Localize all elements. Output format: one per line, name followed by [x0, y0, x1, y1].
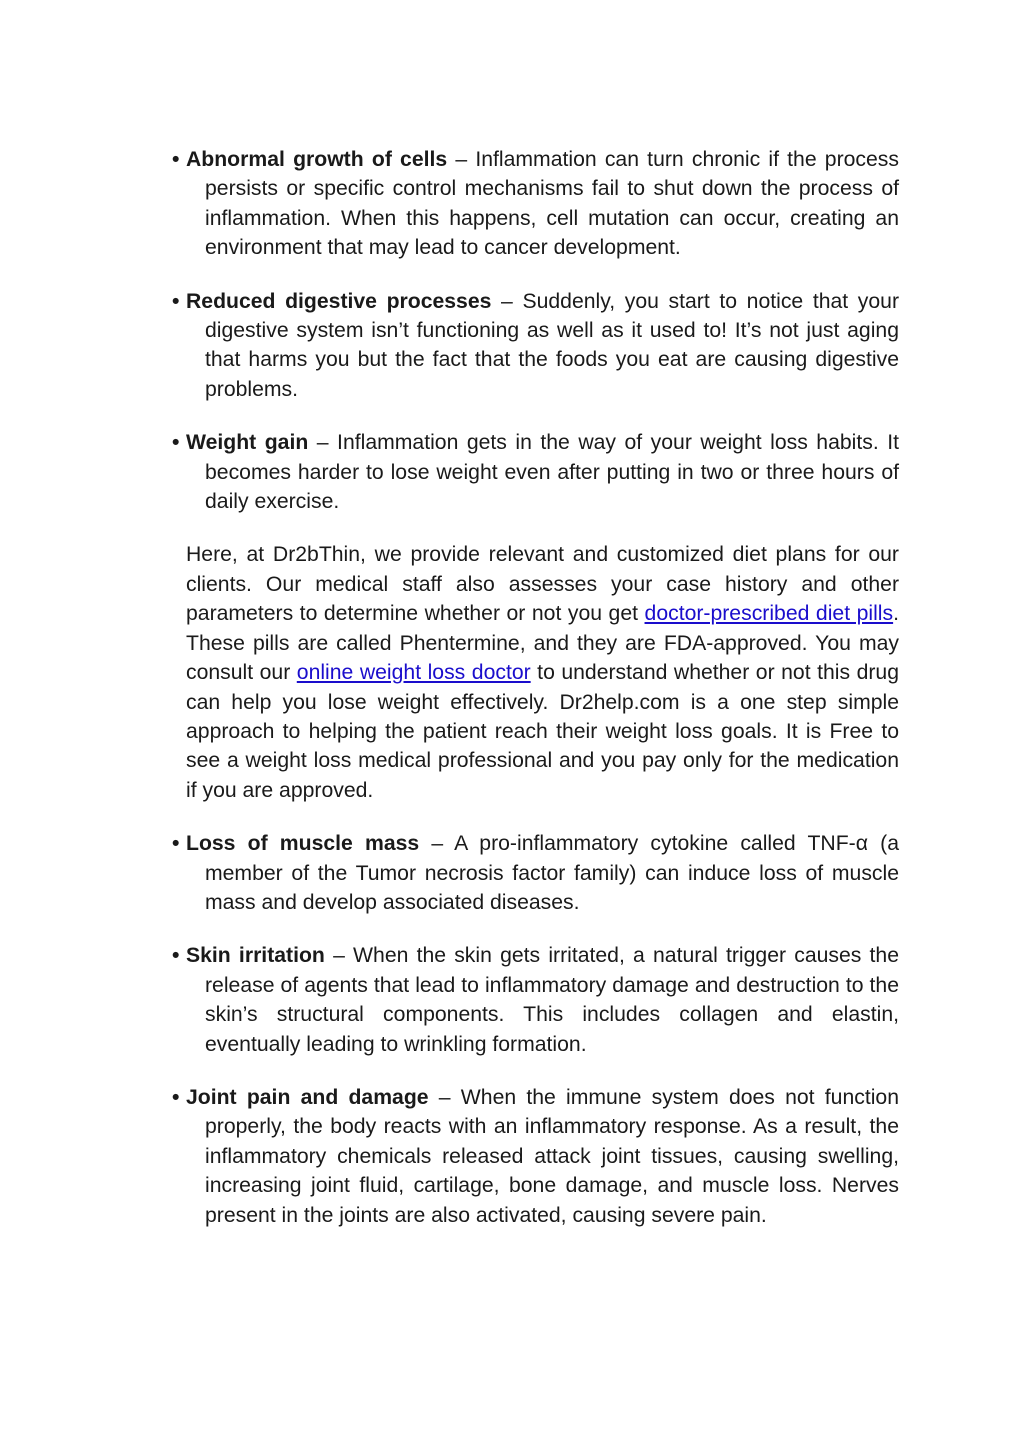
list-item-text: – When the skin gets irritated, a natural trigger causes the release of agents that lead to inflammatory damage and destruction to the skin’s structural components. This includes collagen and elastin, eventually leading to wrinkling formation.	[205, 944, 900, 1056]
list-item-text: – When the immune system does not function properly, the body reacts with an inflammatory response. As a result, the inflammatory chemicals released attack joint tissues, causing swelling, increasing joint fluid, cartilage, bone damage, and muscle loss. Nerves present in the joints are also activated, causing severe pain.	[205, 1085, 899, 1227]
list-item-reduced-digestive: • Reduced digestive processes – Suddenly, you start to notice that your digestive system isn’t functioning as well as it used to! It’s not just aging that harms you but the fact that the foods you eat are causing digestive problems.	[172, 289, 900, 401]
list-item-weight-gain: • Weight gain – Inflammation gets in the way of your weight loss habits. It becomes harder to lose weight even after putting in two or three hours of daily exercise.	[172, 431, 899, 514]
doctor-prescribed-diet-pills-link[interactable]: doctor-prescribed diet pills	[644, 602, 894, 626]
list-item-text: – Inflammation can turn chronic if the process persists or specific control mechanisms fail to shut down the process of inflammation. When this happens, cell mutation can occur, creating an environment that may lead to cancer development.	[205, 148, 899, 260]
list-item-term: Skin irritation	[186, 944, 325, 968]
list-item-term: Joint pain and damage	[186, 1085, 429, 1109]
list-item-text: – Suddenly, you start to notice that your digestive system isn’t functioning as well as it used to! It’s not just aging that harms you but the fact that the foods you eat are causing digestive problems.	[205, 289, 900, 401]
list-item-term: Abnormal growth of cells	[186, 148, 448, 171]
list-item-skin-irritation: • Skin irritation – When the skin gets irritated, a natural trigger causes the release of agents that lead to inflammatory damage and destruction to the skin’s structural components. This includes collagen and elastin, eventually leading to wrinkling formation.	[172, 944, 900, 1056]
list-item-text: – Inflammation gets in the way of your weight loss habits. It becomes harder to lose weight even after putting in two or three hours of daily exercise.	[205, 431, 899, 514]
online-weight-loss-doctor-link[interactable]: online weight loss doctor	[296, 661, 531, 685]
list-item-term: Loss of muscle mass	[186, 832, 420, 856]
list-item-abnormal-growth: • Abnormal growth of cells – Inflammation can turn chronic if the process persists or specific control mechanisms fail to shut down the process of inflammation. When this happens, cell mutation can occur, creating an environment that may lead to cancer development.	[172, 148, 899, 260]
list-item-term: Weight gain	[186, 431, 309, 455]
paragraph-text: to understand whether or not this drug can help you lose weight effectively. Dr2help.com is a one step simple approach to helping the patient reach their weight loss goals. It is Free to see a weight loss medical professional and you pay only for the medication if you are approved.	[186, 661, 899, 802]
list-item-text: – A pro-inflammatory cytokine called TNF-α (a member of the Tumor necrosis factor family) can induce loss of muscle mass and develop associated diseases.	[205, 832, 899, 914]
document-body	[172, 145, 900, 1254]
list-item-term: Reduced digestive processes	[186, 289, 492, 313]
paragraph-text: . These pills are called Phentermine, and they are FDA-approved. You may consult our	[186, 602, 899, 685]
list-item-muscle-mass: • Loss of muscle mass – A pro-inflammatory cytokine called TNF-α (a member of the Tumor necrosis factor family) can induce loss of muscle mass and develop associated diseases.	[172, 832, 899, 914]
body-paragraph	[186, 540, 899, 805]
list-item-joint-pain: • Joint pain and damage – When the immune system does not function properly, the body reacts with an inflammatory response. As a result, the inflammatory chemicals released attack joint tissues, causing swelling, increasing joint fluid, cartilage, bone damage, and muscle loss. Nerves present in the joints are also activated, causing severe pain.	[172, 1085, 899, 1227]
paragraph-text: Here, at Dr2bThin, we provide relevant and customized diet plans for our clients. Our medical staff also assesses your case history and other parameters to determine whether or not you get	[186, 543, 899, 626]
